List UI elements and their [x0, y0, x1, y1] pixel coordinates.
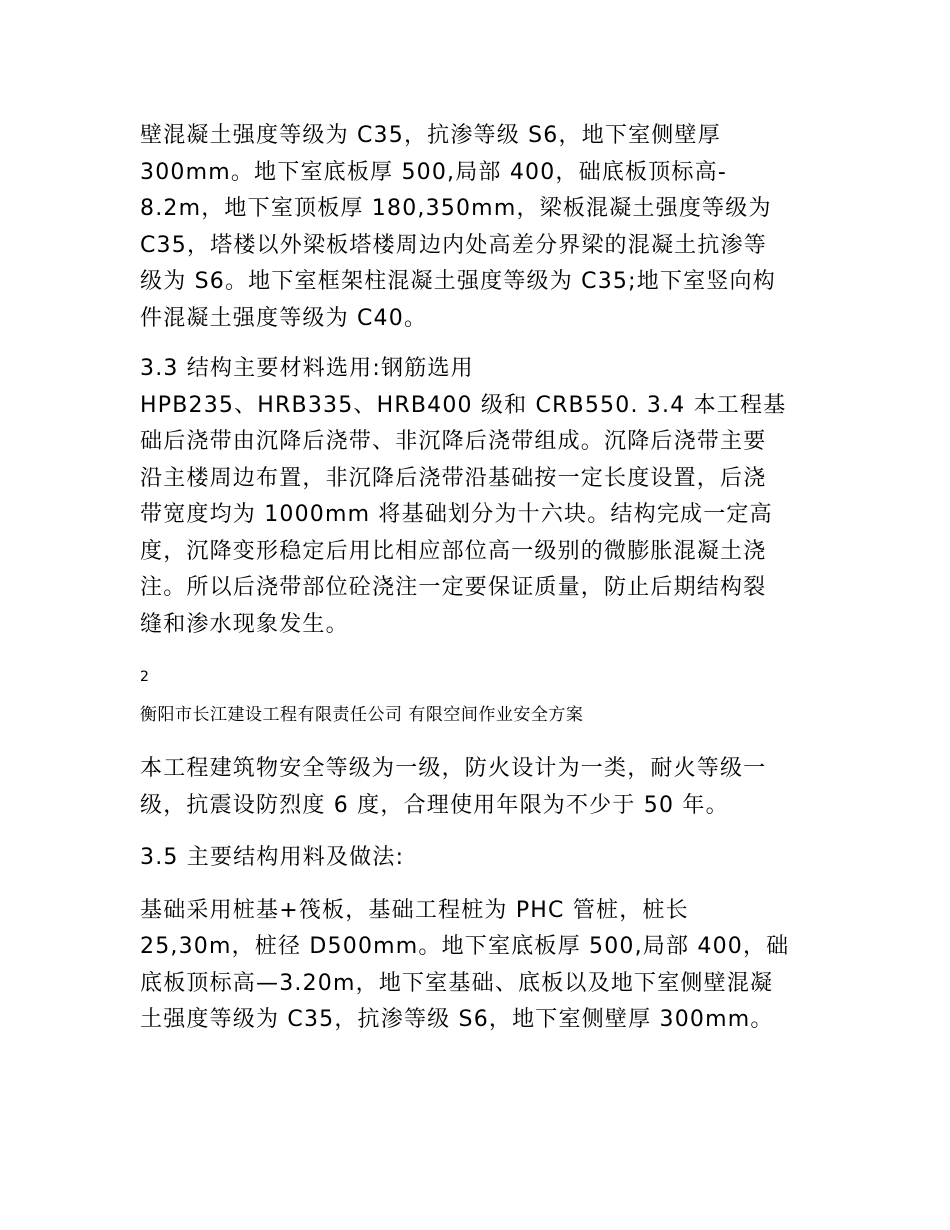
paragraph-foundation-walls: 壁混凝土强度等级为 C35，抗渗等级 S6，地下室侧壁厚 300mm。地下室底板厚 500,局部 400，础底板顶标高- 8.2m，地下室顶板厚 180,350mm，梁板混凝土强度等级为 C35，塔楼以外梁板塔楼周边内处高差分界梁的混凝土抗渗等 级为 S6。地下室框架柱混凝土强度等级为 C35;地下室竖向构 件混凝土强度等级为 C40。 [140, 123, 776, 331]
paragraph-safety-grade: 本工程建筑物安全等级为一级，防火设计为一类，耐火等级一 级，抗震设防烈度 6 度，合理使用年限为不少于 50 年。 [140, 756, 767, 818]
paragraph-pile-foundation: 基础采用桩基+筏板，基础工程桩为 PHC 管桩，桩长 25,30m，桩径 D500mm。地下室底板厚 500,局部 400，础 底板顶标高—3.20m，地下室基础、底板以及地下室侧壁混凝 土强度等级为 C35，抗渗等级 S6，地下室侧壁厚 300mm。 [140, 897, 790, 1032]
paragraph-section-3-3: 3.3 结构主要材料选用:钢筋选用 HPB235、HRB335、HRB400 级和 CRB550. 3.4 本工程基 础后浇带由沉降后浇带、非沉降后浇带组成。沉降后浇带主要 沿主楼周边布置，非沉降后浇带沿基础按一定长度设置，后浇 带宽度均为 1000mm 将基础划分为十六块。结构完成一定高 度，沉降变形稳定后用比相应部位高一级别的微膨胀混凝土浇 注。所以后浇带部位砼浇注一定要保证质量，防止后期结构裂 缝和渗水现象发生。 [140, 356, 787, 637]
section-heading-3-5: 3.5 主要结构用料及做法: [140, 845, 405, 870]
document-page [140, 118, 830, 1039]
running-header: 衡阳市长江建设工程有限责任公司 有限空间作业安全方案 [140, 705, 584, 725]
page-number: 2 [140, 669, 149, 685]
